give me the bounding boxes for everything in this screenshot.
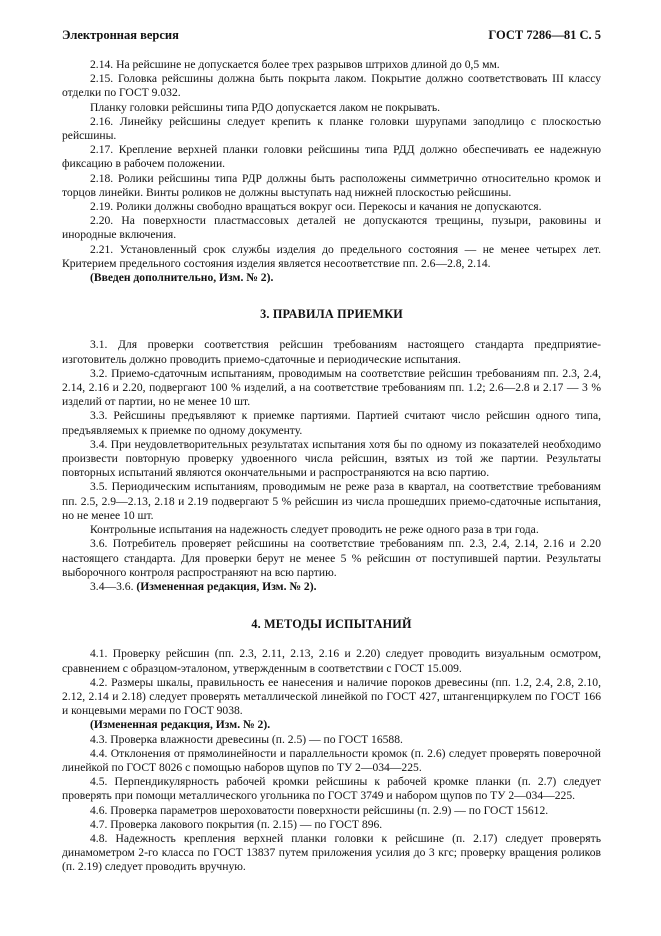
section-3-body: [62, 338, 601, 594]
clause-3-4: 3.4. При неудовлетворительных результатах испытания хотя бы по одному из показателей необходимо произвести повторную проверку удвоенного числа рейсшин, взятых из той же партии. Результаты повторных испытаний являются окончательными и распространяются на всю партию.: [62, 437, 601, 480]
clauses-2-14-to-2-21: [62, 58, 601, 285]
header-right-standard-page: ГОСТ 7286—81 С. 5: [488, 28, 601, 42]
clause-2-19: 2.19. Ролики должны свободно вращаться вокруг оси. Перекосы и качания не допускаются.: [90, 200, 542, 214]
clause-2-16: 2.16. Линейку рейсшины следует крепить к планке головки шурупами заподлицо с плоскостью рейсшины.: [62, 114, 601, 143]
clause-4-2: 4.2. Размеры шкалы, правильность ее нанесения и наличие пороков древесины (пп. 1.2, 2.4, 2.8, 2.10, 2.12, 2.14 и 2.18) следует проверять металлической линейкой по ГОСТ 427, штангенциркулем по ГОСТ 166 и концевыми мерами по ГОСТ 9038.: [62, 675, 601, 718]
section-4-body: [62, 647, 601, 874]
clause-4-3: 4.3. Проверка влажности древесины (п. 2.5) — по ГОСТ 16588.: [90, 732, 403, 746]
clause-2-14: 2.14. На рейсшине не допускается более трех разрывов штрихов длиной до 0,5 мм.: [90, 58, 500, 71]
clause-3-1: 3.1. Для проверки соответствия рейсшин требованиям настоящего стандарта предприятие-изготовитель должно проводить приемо-сдаточные и периодические испытания.: [62, 338, 601, 366]
clause-2-20: 2.20. На поверхности пластмассовых деталей не допускаются трещины, пузыри, раковины и инородные включения.: [62, 214, 601, 242]
amendment-note-2-prefix: 3.4—3.6.: [90, 579, 134, 593]
clause-2-15: 2.15. Головка рейсшины должна быть покрыта лаком. Покрытие должно соответствовать III классу отделки по ГОСТ 9.032.: [62, 72, 601, 100]
amendment-note-1: (Введен дополнительно, Изм. № 2).: [90, 271, 274, 285]
clause-3-3: 3.3. Рейсшины предъявляют к приемке партиями. Партией считают число рейсшин одного типа, предъявляемых к приемке по одному документу.: [62, 409, 601, 437]
clause-4-1: 4.1. Проверку рейсшин (пп. 2.3, 2.11, 2.13, 2.16 и 2.20) следует проводить визуальным осмотром, сравнением с образцом-эталоном, утвержденным в соответствии с ГОСТ 15.009.: [62, 647, 601, 675]
amendment-note-3: (Измененная редакция, Изм. № 2).: [90, 718, 271, 732]
clause-2-21: 2.21. Установленный срок службы изделия до предельного состояния — не менее четырех лет. Критерием предельного состояния изделия является несоответствие пп. 2.6—2.8, 2.14.: [62, 242, 601, 270]
clause-3-6: 3.6. Потребитель проверяет рейсшины на соответствие требованиям пп. 2.3, 2.4, 2.14, 2.16 и 2.20 настоящего стандарта. Для проверки берут не менее 5 % рейсшин от поступившей партии. Результаты выборочного контроля распространяют на всю партию.: [62, 537, 601, 579]
clause-4-6: 4.6. Проверка параметров шероховатости поверхности рейсшины (п. 2.9) — по ГОСТ 15612.: [90, 803, 549, 817]
clause-3-5: 3.5. Периодическим испытаниям, проводимым не реже раза в квартал, на соответствие требованиям пп. 2.5, 2.9—2.13, 2.18 и 2.19 подвергают 5 % рейсшин из числа прошедших приемо-сдаточные испытания, но не менее 10 шт.: [62, 480, 601, 522]
clause-3-2: 3.2. Приемо-сдаточным испытаниям, проводимым на соответствие рейсшин требованиям пп. 2.3, 2.4, 2.14, 2.16 и 2.20, подвергают 100 % изделий, а на соответствие требованиям пп. 1.2; 2.6—2.8 и 2.17 — 3 % изделий от партии, но не менее 10 шт.: [62, 366, 601, 409]
section-3-title: 3. ПРАВИЛА ПРИЕМКИ: [260, 307, 403, 322]
clause-2-18: 2.18. Ролики рейсшины типа РДР должны быть расположены симметрично относительно кромок и торцов линейки. Винты роликов не должны выступать над нижней плоскостью рейсшины.: [62, 171, 601, 199]
clause-2-17: 2.17. Крепление верхней планки головки рейсшины типа РДД должно обеспечивать ее надежную фиксацию в рабочем положении.: [62, 143, 601, 171]
clause-2-15-note: Планку головки рейсшины типа РДО допускается лаком не покрывать.: [90, 100, 441, 114]
clause-4-4: 4.4. Отклонения от прямолинейности и параллельности кромок (п. 2.6) следует проверять поверочной линейкой по ГОСТ 8026 с помощью наборов щупов по ТУ 2—034—225.: [62, 746, 601, 774]
clause-3-5-control: Контрольные испытания на надежность следует проводить не реже одного раза в три года.: [90, 523, 539, 537]
amendment-note-2: [62, 580, 601, 594]
clause-4-7: 4.7. Проверка лакового покрытия (п. 2.15) — по ГОСТ 896.: [90, 817, 383, 831]
clause-4-5: 4.5. Перпендикулярность рабочей кромки рейсшины к рабочей кромке планки (п. 2.7) следует проверять при помощи металлического угольника по ГОСТ 3749 и набором щупов по ТУ 2—034—225.: [62, 775, 601, 803]
amendment-note-2-text: (Измененная редакция, Изм. № 2).: [136, 579, 317, 593]
section-4-title: 4. МЕТОДЫ ИСПЫТАНИЙ: [251, 617, 412, 632]
header-left-edition: Электронная версия: [62, 28, 179, 42]
clause-4-8: 4.8. Надежность крепления верхней планки головки к рейсшине (п. 2.17) следует проверять динамометром 2-го класса по ГОСТ 13837 путем приложения усилия до 3 кгс; проверку вращения роликов (п. 2.19) следует проводить вручную.: [62, 831, 601, 874]
document-body: [62, 58, 601, 875]
